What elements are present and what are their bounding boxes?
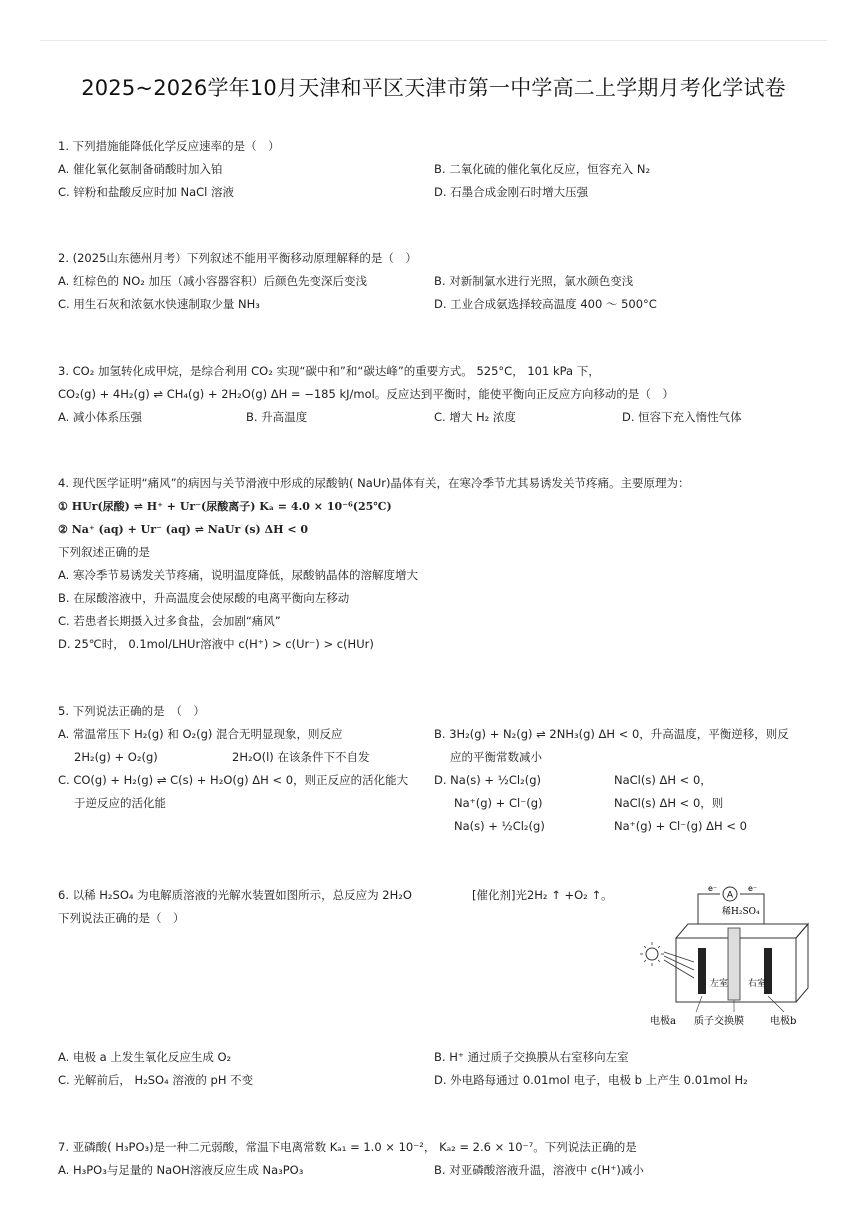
option-b[interactable]: B. H⁺ 通过质子交换膜从右室移向左室	[434, 1050, 629, 1064]
electrode-a	[698, 948, 706, 994]
option-a[interactable]: A. 电极 a 上发生氧化反应生成 O₂	[58, 1050, 232, 1064]
question-stem-tail: [催化剂]光2H₂ ↑ +O₂ ↑。	[472, 888, 613, 902]
question-1	[58, 135, 818, 204]
option-c[interactable]: C. 增大 H₂ 浓度	[434, 410, 516, 424]
page-title: 2025~2026学年10月天津和平区天津市第一中学高二上学期月考化学试卷	[81, 76, 786, 100]
option-d-equation-2-right: NaCl(s) ΔH < 0，则	[614, 796, 724, 810]
option-d[interactable]: D. 恒容下充入惰性气体	[622, 410, 742, 424]
option-a[interactable]: A. 常温常压下 H₂(g) 和 O₂(g) 混合无明显现象，则反应	[58, 727, 343, 741]
header-divider	[40, 40, 827, 41]
solution-label: 稀H₂SO₄	[722, 907, 760, 917]
option-b[interactable]: B. 在尿酸溶液中，升高温度会使尿酸的电离平衡向左移动	[58, 591, 350, 605]
question-stem: 7. 亚磷酸( H₃PO₃)是一种二元弱酸，常温下电离常数 Kₐ₁ = 1.0 × 10⁻²， Kₐ₂ = 2.6 × 10⁻⁷。下列说法正确的是	[58, 1140, 637, 1154]
option-c[interactable]: C. CO(g) + H₂(g) ⇌ C(s) + H₂O(g) ΔH < 0，则正反应的活化能大	[58, 773, 409, 787]
question-3	[58, 360, 818, 429]
question-stem-2: 下列说法正确的是（ ）	[58, 911, 185, 925]
ammeter-label: A	[726, 890, 734, 901]
option-d[interactable]: D. 25℃时， 0.1mol/LHUr溶液中 c(H⁺) > c(Ur⁻) > c(HUr)	[58, 637, 374, 651]
option-d-equation-3-left: Na(s) + ½Cl₂(g)	[454, 819, 545, 833]
right-room-label: 右室	[748, 979, 767, 989]
electrode-a-label: 电极a	[650, 1016, 676, 1027]
question-stem: 4. 现代医学证明“痛风”的病因与关节滑液中形成的尿酸钠( NaUr)晶体有关，在寒冷季节尤其易诱发关节疼痛。主要原理为：	[58, 476, 690, 490]
option-a[interactable]: A. 催化氧化氨制备硝酸时加入铂	[58, 162, 223, 176]
option-d[interactable]: D. 石墨合成金刚石时增大压强	[434, 185, 589, 199]
option-a[interactable]: A. H₃PO₃与足量的 NaOH溶液反应生成 Na₃PO₃	[58, 1163, 304, 1177]
membrane-label: 质子交换膜	[694, 1016, 744, 1027]
option-c-continued: 于逆反应的活化能	[74, 796, 166, 810]
option-a-equation-right: 2H₂O(l) 在该条件下不自发	[232, 750, 370, 764]
option-b[interactable]: B. 3H₂(g) + N₂(g) ⇌ 2NH₃(g) ΔH < 0，升高温度，平衡逆移，则反	[434, 727, 789, 741]
question-6-options	[58, 1046, 818, 1092]
electron-right-label: e⁻	[748, 884, 758, 893]
proton-exchange-membrane	[728, 928, 740, 1000]
option-b[interactable]: B. 对新制氯水进行光照，氯水颜色变浅	[434, 274, 634, 288]
equation-1: ① HUr(尿酸) ⇌ H⁺ + Ur⁻(尿酸离子) Kₐ = 4.0 × 10⁻⁶(25℃)	[58, 500, 392, 513]
electrode-b-label: 电极b	[770, 1016, 797, 1027]
option-d[interactable]: D. 外电路每通过 0.01mol 电子，电极 b 上产生 0.01mol H₂	[434, 1073, 748, 1087]
question-stem: 2. (2025山东德州月考）下列叙述不能用平衡移动原理解释的是（ ）	[58, 251, 417, 265]
question-stem: 6. 以稀 H₂SO₄ 为电解质溶液的光解水装置如图所示，总反应为 2H₂O	[58, 888, 412, 902]
option-c[interactable]: C. 光解前后， H₂SO₄ 溶液的 pH 不变	[58, 1073, 254, 1087]
electron-left-label: e⁻	[708, 884, 718, 893]
photolysis-cell-diagram	[636, 884, 816, 1030]
left-room-label: 左室	[710, 979, 729, 989]
option-b[interactable]: B. 二氧化硫的催化氧化反应，恒容充入 N₂	[434, 162, 651, 176]
question-equation: CO₂(g) + 4H₂(g) ⇌ CH₄(g) + 2H₂O(g) ΔH = −185 kJ/mol。反应达到平衡时，能使平衡向正反应方向移动的是（ ）	[58, 387, 674, 401]
question-2	[58, 247, 818, 316]
option-c[interactable]: C. 若患者长期摄入过多食盐，会加剧“痛风”	[58, 614, 281, 628]
question-5	[58, 700, 818, 838]
option-d-equation-3-right: Na⁺(g) + Cl⁻(g) ΔH < 0	[614, 819, 747, 833]
option-d[interactable]: D. Na(s) + ½Cl₂(g)	[434, 773, 541, 787]
option-a[interactable]: A. 红棕色的 NO₂ 加压（减小容器容积）后颜色先变深后变浅	[58, 274, 368, 288]
option-d-equation-1-right: NaCl(s) ΔH < 0，	[614, 773, 712, 787]
option-b[interactable]: B. 升高温度	[246, 410, 308, 424]
option-d-equation-2-left: Na⁺(g) + Cl⁻(g)	[454, 796, 543, 810]
question-stem: 3. CO₂ 加氢转化成甲烷，是综合利用 CO₂ 实现“碳中和”和“碳达峰”的重要方式。 525°C， 101 kPa 下，	[58, 364, 600, 378]
option-d[interactable]: D. 工业合成氨选择较高温度 400 ～ 500°C	[434, 297, 657, 311]
option-a[interactable]: A. 减小体系压强	[58, 410, 142, 424]
question-stem: 1. 下列措施能降低化学反应速率的是（ ）	[58, 139, 280, 153]
option-b[interactable]: B. 对亚磷酸溶液升温，溶液中 c(H⁺)减小	[434, 1163, 644, 1177]
question-7	[58, 1136, 818, 1182]
option-a[interactable]: A. 寒冷季节易诱发关节疼痛，说明温度降低，尿酸钠晶体的溶解度增大	[58, 568, 418, 582]
question-stem: 5. 下列说法正确的是 （ ）	[58, 704, 205, 718]
option-c[interactable]: C. 用生石灰和浓氨水快速制取少量 NH₃	[58, 297, 260, 311]
option-c[interactable]: C. 锌粉和盐酸反应时加 NaCl 溶液	[58, 185, 235, 199]
option-b-continued: 应的平衡常数减小	[450, 750, 542, 764]
sun-icon	[646, 948, 658, 960]
question-4	[58, 472, 818, 656]
equation-2: ② Na⁺ (aq) + Ur⁻ (aq) ⇌ NaUr (s) ΔH < 0	[58, 523, 309, 536]
option-a-equation-left: 2H₂(g) + O₂(g)	[74, 750, 158, 764]
question-lead: 下列叙述正确的是	[58, 545, 150, 559]
